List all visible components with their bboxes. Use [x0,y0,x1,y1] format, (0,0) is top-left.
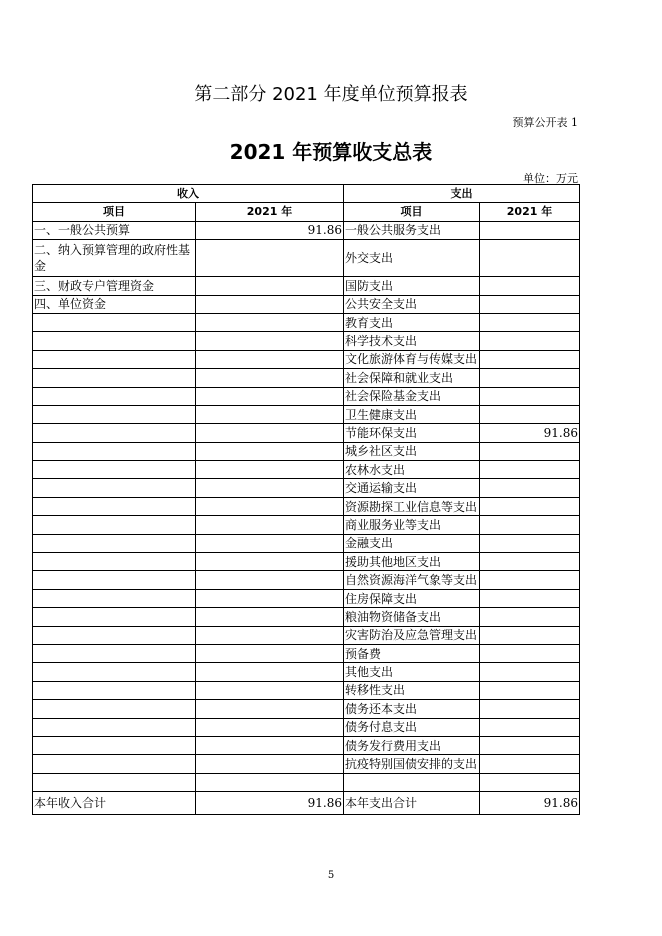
income-amount-cell [196,405,344,423]
table-row [33,497,580,515]
part-title: 第二部分 2021 年度单位预算报表 [194,84,468,105]
income-amount-cell [196,553,344,571]
expense-item-cell: 资源勘探工业信息等支出 [344,497,480,515]
table-row [33,571,580,589]
expense-item-cell: 科学技术支出 [344,332,480,350]
income-amount-cell [196,479,344,497]
income-amount-cell [196,240,344,277]
budget-table-body [33,185,580,815]
income-item-cell [33,571,196,589]
expense-item-cell: 灾害防治及应急管理支出 [344,626,480,644]
section-header-row [33,185,580,203]
expense-amount-cell [480,313,580,331]
income-item-cell [33,405,196,423]
income-item-cell [33,644,196,662]
income-item-cell [33,553,196,571]
income-amount-cell [196,516,344,534]
table-row [33,313,580,331]
income-item-cell: 一、一般公共预算 [33,221,196,239]
expense-amount-cell [480,461,580,479]
table-row [33,534,580,552]
table-row [33,295,580,313]
income-amount-cell [196,773,344,791]
income-item-cell [33,534,196,552]
income-amount-cell [196,461,344,479]
expense-item-cell: 援助其他地区支出 [344,553,480,571]
expense-total-amount: 91.86 [480,792,580,815]
income-item-cell [33,589,196,607]
income-item-cell: 四、单位资金 [33,295,196,313]
income-amount-cell [196,626,344,644]
budget-summary-table [32,184,580,815]
income-item-cell [33,461,196,479]
expense-item-cell: 抗疫特别国债安排的支出 [344,755,480,773]
income-item-cell [33,736,196,754]
expense-item-cell: 外交支出 [344,240,480,277]
expense-year-header: 2021 年 [480,203,580,221]
table-row [33,442,580,460]
table-row [33,589,580,607]
income-amount-cell [196,313,344,331]
income-amount-cell [196,644,344,662]
income-item-cell [33,497,196,515]
expense-amount-cell [480,626,580,644]
table-row [33,277,580,295]
expense-item-cell: 商业服务业等支出 [344,516,480,534]
income-amount-cell [196,277,344,295]
expense-item-cell: 债务还本支出 [344,700,480,718]
expense-amount-cell [480,369,580,387]
income-amount-cell [196,442,344,460]
expense-header: 支出 [344,185,580,203]
expense-amount-cell [480,350,580,368]
income-item-cell [33,350,196,368]
income-item-cell [33,387,196,405]
table-row [33,700,580,718]
table-row [33,718,580,736]
income-item-cell [33,424,196,442]
expense-item-cell [344,773,480,791]
income-amount-cell [196,350,344,368]
table-row [33,553,580,571]
expense-amount-cell [480,589,580,607]
expense-item-cell: 债务付息支出 [344,718,480,736]
table-row [33,461,580,479]
income-item-cell [33,332,196,350]
expense-amount-cell [480,240,580,277]
income-amount-cell [196,608,344,626]
income-item-cell: 三、财政专户管理资金 [33,277,196,295]
income-amount-cell [196,571,344,589]
unit-label: 单位：万元 [523,172,578,185]
table-row [33,387,580,405]
expense-item-cell: 债务发行费用支出 [344,736,480,754]
table-row [33,332,580,350]
income-item-cell [33,681,196,699]
income-amount-cell [196,663,344,681]
expense-item-cell: 教育支出 [344,313,480,331]
table-row [33,516,580,534]
income-total-amount: 91.86 [196,792,344,815]
table-row [33,350,580,368]
income-item-cell: 二、纳入预算管理的政府性基金 [33,240,196,277]
income-header: 收入 [33,185,344,203]
income-amount-cell [196,736,344,754]
table-row [33,369,580,387]
income-amount-cell [196,700,344,718]
income-amount-cell [196,681,344,699]
income-item-header: 项目 [33,203,196,221]
expense-amount-cell [480,405,580,423]
income-amount-cell [196,718,344,736]
expense-item-cell: 交通运输支出 [344,479,480,497]
expense-item-cell: 社会保障和就业支出 [344,369,480,387]
expense-item-cell: 节能环保支出 [344,424,480,442]
page-number: 5 [327,870,335,881]
expense-total-label: 本年支出合计 [344,792,480,815]
income-item-cell [33,479,196,497]
income-item-cell [33,773,196,791]
table-row [33,240,580,277]
table-row [33,608,580,626]
expense-amount-cell [480,755,580,773]
table-number: 预算公开表 1 [512,116,578,129]
income-item-cell [33,369,196,387]
expense-amount-cell [480,663,580,681]
expense-amount-cell [480,277,580,295]
table-row [33,479,580,497]
expense-amount-cell [480,736,580,754]
expense-amount-cell [480,497,580,515]
table-row [33,221,580,239]
expense-amount-cell [480,534,580,552]
expense-amount-cell [480,644,580,662]
expense-item-cell: 城乡社区支出 [344,442,480,460]
page-title: 2021 年预算收支总表 [229,140,433,164]
expense-amount-cell [480,571,580,589]
expense-amount-cell [480,773,580,791]
income-item-cell [33,755,196,773]
table-row [33,736,580,754]
income-item-cell [33,608,196,626]
expense-amount-cell [480,221,580,239]
expense-amount-cell [480,479,580,497]
expense-item-cell: 粮油物资储备支出 [344,608,480,626]
table-row [33,424,580,442]
table-row [33,681,580,699]
expense-amount-cell [480,387,580,405]
expense-item-cell: 自然资源海洋气象等支出 [344,571,480,589]
expense-item-cell: 一般公共服务支出 [344,221,480,239]
expense-item-cell: 金融支出 [344,534,480,552]
expense-amount-cell [480,608,580,626]
total-row [33,792,580,815]
income-total-label: 本年收入合计 [33,792,196,815]
expense-item-cell: 预备费 [344,644,480,662]
expense-amount-cell [480,700,580,718]
income-amount-cell [196,589,344,607]
income-year-header: 2021 年 [196,203,344,221]
expense-amount-cell [480,516,580,534]
expense-item-cell: 卫生健康支出 [344,405,480,423]
expense-item-cell: 其他支出 [344,663,480,681]
expense-item-cell: 农林水支出 [344,461,480,479]
expense-item-cell: 公共安全支出 [344,295,480,313]
expense-amount-cell [480,553,580,571]
income-amount-cell [196,295,344,313]
table-row [33,644,580,662]
table-row [33,755,580,773]
column-header-row [33,203,580,221]
expense-item-header: 项目 [344,203,480,221]
expense-item-cell: 国防支出 [344,277,480,295]
table-row [33,663,580,681]
expense-amount-cell: 91.86 [480,424,580,442]
income-item-cell [33,663,196,681]
table-row [33,626,580,644]
income-amount-cell [196,369,344,387]
income-amount-cell [196,332,344,350]
expense-item-cell: 文化旅游体育与传媒支出 [344,350,480,368]
table-row [33,773,580,791]
income-item-cell [33,313,196,331]
income-amount-cell [196,497,344,515]
expense-amount-cell [480,332,580,350]
expense-amount-cell [480,718,580,736]
income-amount-cell [196,534,344,552]
income-amount-cell [196,387,344,405]
income-amount-cell: 91.86 [196,221,344,239]
expense-item-cell: 住房保障支出 [344,589,480,607]
expense-item-cell: 转移性支出 [344,681,480,699]
expense-amount-cell [480,442,580,460]
income-item-cell [33,626,196,644]
expense-amount-cell [480,295,580,313]
table-row [33,405,580,423]
income-item-cell [33,700,196,718]
income-item-cell [33,442,196,460]
income-amount-cell [196,755,344,773]
income-item-cell [33,718,196,736]
expense-item-cell: 社会保险基金支出 [344,387,480,405]
income-item-cell [33,516,196,534]
income-amount-cell [196,424,344,442]
expense-amount-cell [480,681,580,699]
